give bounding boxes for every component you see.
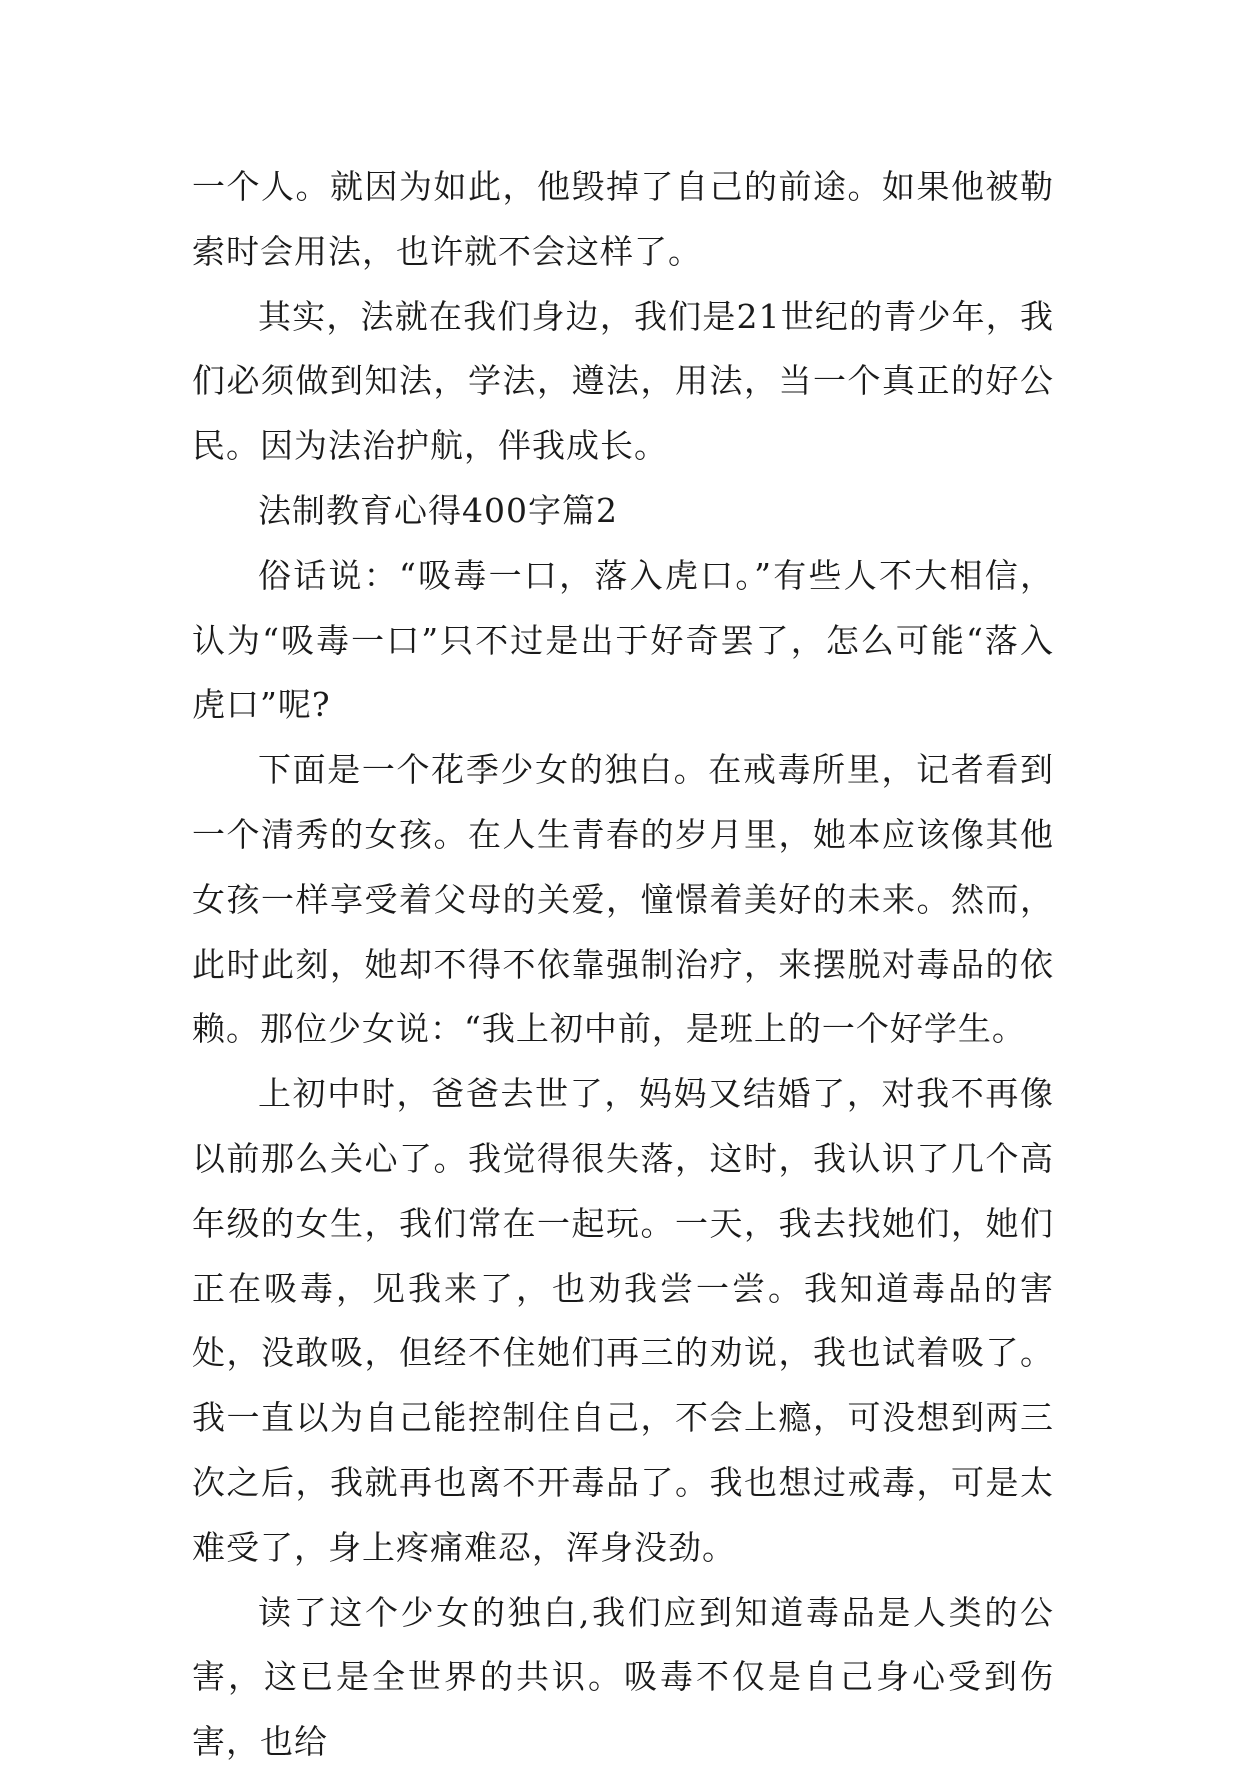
document-body <box>192 155 1054 1775</box>
section-heading: 法制教育心得400字篇2 <box>258 490 618 530</box>
paragraph-3: 俗话说：“吸毒一口，落入虎口。”有些人不大相信，认为“吸毒一口”只不过是出于好奇罢了，怎么可能“落入虎口”呢? <box>192 555 1054 725</box>
paragraph-1: 一个人。就因为如此，他毁掉了自己的前途。如果他被勒索时会用法，也许就不会这样了。 <box>192 167 1054 271</box>
paragraph-4: 下面是一个花季少女的独白。在戒毒所里，记者看到一个清秀的女孩。在人生青春的岁月里，她本应该像其他女孩一样享受着父母的关爱，憧憬着美好的未来。然而，此时此刻，她却不得不依靠强制治疗，来摆脱对毒品的依赖。那位少女说：“我上初中前，是班上的一个好学生。 <box>192 750 1054 1049</box>
paragraph-6: 读了这个少女的独白,我们应到知道毒品是人类的公害，这已是全世界的共识。吸毒不仅是自己身心受到伤害，也给 <box>192 1592 1054 1762</box>
paragraph-5: 上初中时，爸爸去世了，妈妈又结婚了，对我不再像以前那么关心了。我觉得很失落，这时，我认识了几个高年级的女生，我们常在一起玩。一天，我去找她们，她们正在吸毒，见我来了，也劝我尝一尝。我知道毒品的害处，没敢吸，但经不住她们再三的劝说，我也试着吸了。我一直以为自己能控制住自己，不会上瘾，可没想到两三次之后，我就再也离不开毒品了。我也想过戒毒，可是太难受了，身上疼痛难忍，浑身没劲。 <box>192 1074 1054 1567</box>
paragraph-2: 其实，法就在我们身边，我们是21世纪的青少年，我们必须做到知法，学法，遵法，用法，当一个真正的好公民。因为法治护航，伴我成长。 <box>192 296 1054 466</box>
